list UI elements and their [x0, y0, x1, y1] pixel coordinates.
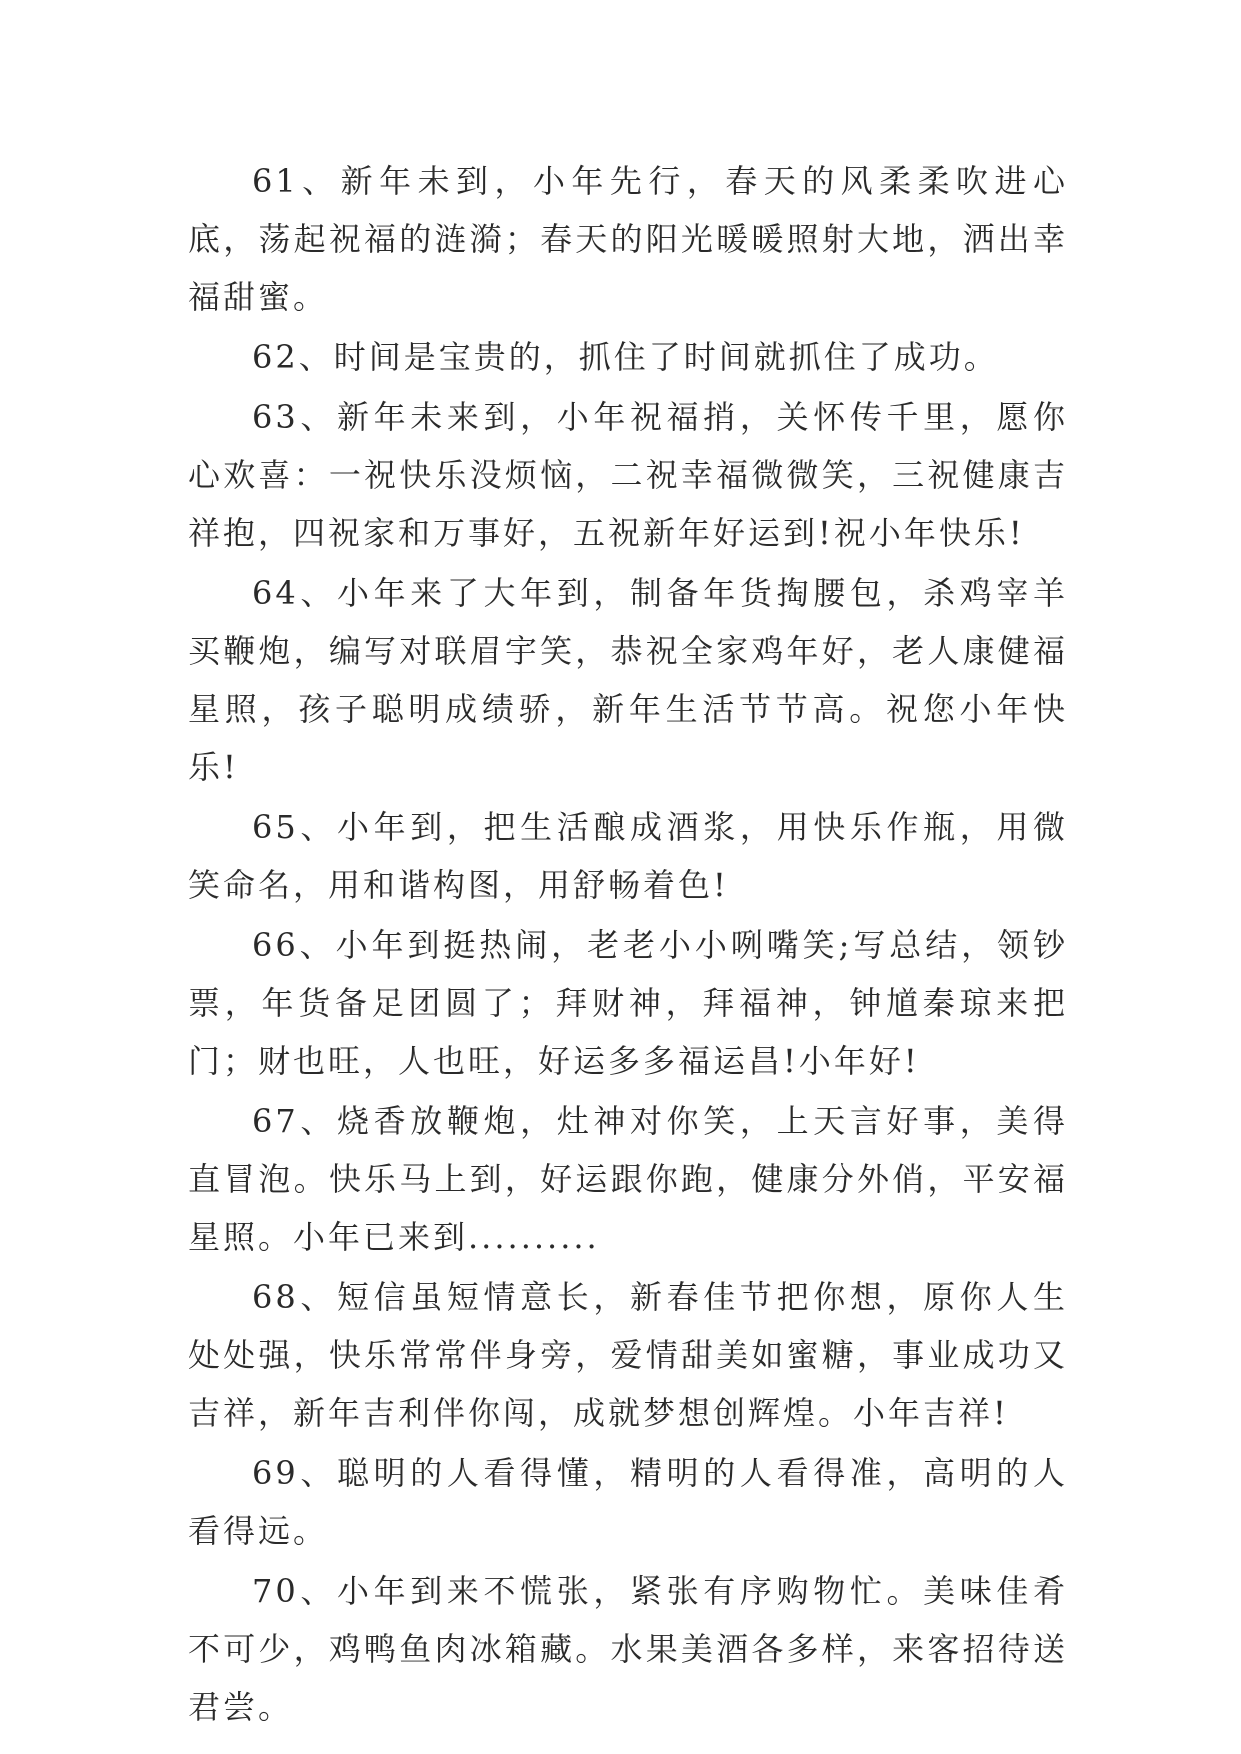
- paragraph-67: 67、烧香放鞭炮，灶神对你笑，上天言好事，美得直冒泡。快乐马上到，好运跟你跑，健康分外俏，平安福星照。小年已来到..........: [188, 1102, 1068, 1256]
- document-body: [188, 152, 1068, 1738]
- paragraph-64: 64、小年来了大年到，制备年货掏腰包，杀鸡宰羊买鞭炮，编写对联眉宇笑，恭祝全家鸡年好，老人康健福星照，孩子聪明成绩骄，新年生活节节高。祝您小年快乐!: [188, 574, 1068, 786]
- paragraph-63: 63、新年未来到，小年祝福捎，关怀传千里，愿你心欢喜：一祝快乐没烦恼，二祝幸福微微笑，三祝健康吉祥抱，四祝家和万事好，五祝新年好运到!祝小年快乐!: [188, 398, 1068, 552]
- paragraph-70: 70、小年到来不慌张，紧张有序购物忙。美味佳肴不可少，鸡鸭鱼肉冰箱藏。水果美酒各多样，来客招待送君尝。: [188, 1572, 1068, 1726]
- paragraph-61: 61、新年未到，小年先行，春天的风柔柔吹进心底，荡起祝福的涟漪；春天的阳光暖暖照射大地，洒出幸福甜蜜。: [188, 162, 1068, 316]
- paragraph-65: 65、小年到，把生活酿成酒浆，用快乐作瓶，用微笑命名，用和谐构图，用舒畅着色!: [188, 808, 1068, 904]
- paragraph-68: 68、短信虽短情意长，新春佳节把你想，原你人生处处强，快乐常常伴身旁，爱情甜美如蜜糖，事业成功又吉祥，新年吉利伴你闯，成就梦想创辉煌。小年吉祥!: [188, 1278, 1068, 1432]
- paragraph-66: 66、小年到挺热闹，老老小小咧嘴笑;写总结，领钞票，年货备足团圆了；拜财神，拜福神，钟馗秦琼来把门；财也旺，人也旺，好运多多福运昌!小年好!: [188, 926, 1068, 1080]
- paragraph-62: 62、时间是宝贵的，抓住了时间就抓住了成功。: [252, 338, 999, 376]
- paragraph-69: 69、聪明的人看得懂，精明的人看得准，高明的人看得远。: [188, 1454, 1068, 1550]
